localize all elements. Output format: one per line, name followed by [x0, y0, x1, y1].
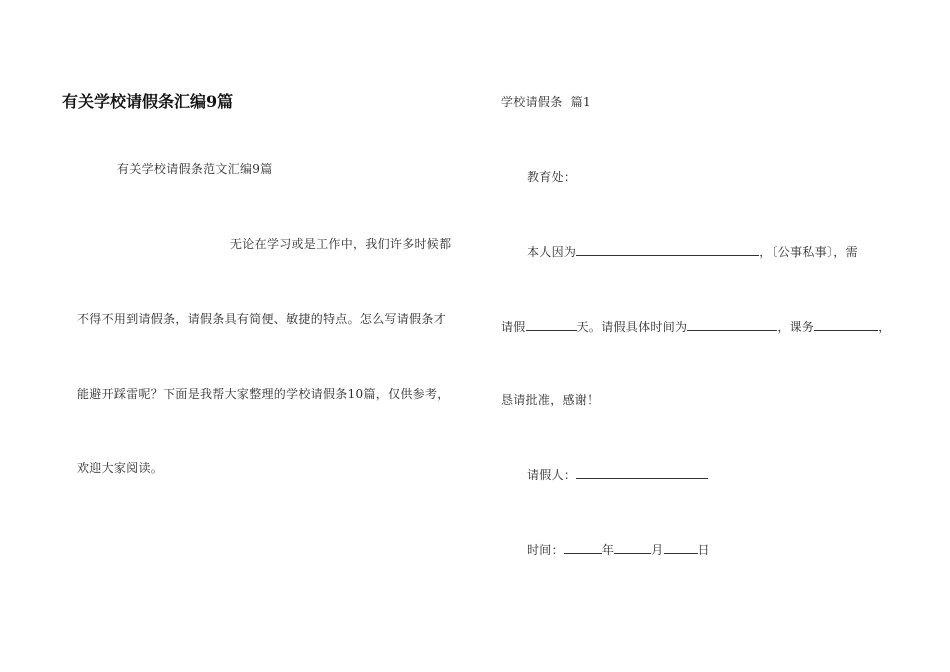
duration-prefix: 请假 — [501, 320, 526, 334]
salutation: 教育处： — [527, 170, 577, 184]
duration-mid-2: ，课务 — [777, 320, 815, 334]
reason-prefix: 本人因为 — [527, 245, 577, 259]
day-blank[interactable] — [664, 542, 698, 554]
month-label: 月 — [651, 543, 664, 557]
applicant-line — [527, 467, 708, 482]
duration-line — [501, 319, 891, 334]
reason-suffix: ，〔公事私事〕，需 — [759, 245, 858, 259]
intro-line-4: 欢迎大家阅读。 — [77, 461, 164, 475]
closing-line: 恳请批准，感谢！ — [501, 393, 600, 407]
applicant-blank[interactable] — [576, 467, 708, 479]
applicant-label: 请假人： — [527, 468, 577, 482]
subtitle: 有关学校请假条范文汇编9篇 — [117, 162, 273, 176]
reason-blank[interactable] — [576, 244, 759, 256]
courses-blank[interactable] — [814, 319, 878, 331]
duration-suffix: ， — [878, 320, 891, 334]
document-title: 有关学校请假条汇编9篇 — [62, 92, 234, 111]
year-label: 年 — [601, 543, 615, 557]
duration-mid-1: 天。请假具体时间为 — [576, 320, 688, 334]
date-line — [527, 542, 710, 557]
day-label: 日 — [697, 543, 710, 557]
section-heading: 学校请假条 篇1 — [501, 95, 591, 109]
intro-line-3: 能避开踩雷呢？下面是我帮大家整理的学校请假条10篇，仅供参考， — [77, 387, 450, 401]
year-blank[interactable] — [564, 542, 602, 554]
intro-line-1: 无论在学习或是工作中，我们许多时候都 — [230, 237, 452, 251]
month-blank[interactable] — [614, 542, 651, 554]
period-blank[interactable] — [687, 319, 777, 331]
reason-line — [527, 244, 858, 259]
date-label: 时间： — [527, 543, 564, 557]
intro-line-2: 不得不用到请假条，请假条具有简便、敏捷的特点。怎么写请假条才 — [77, 312, 447, 326]
days-blank[interactable] — [526, 319, 577, 331]
